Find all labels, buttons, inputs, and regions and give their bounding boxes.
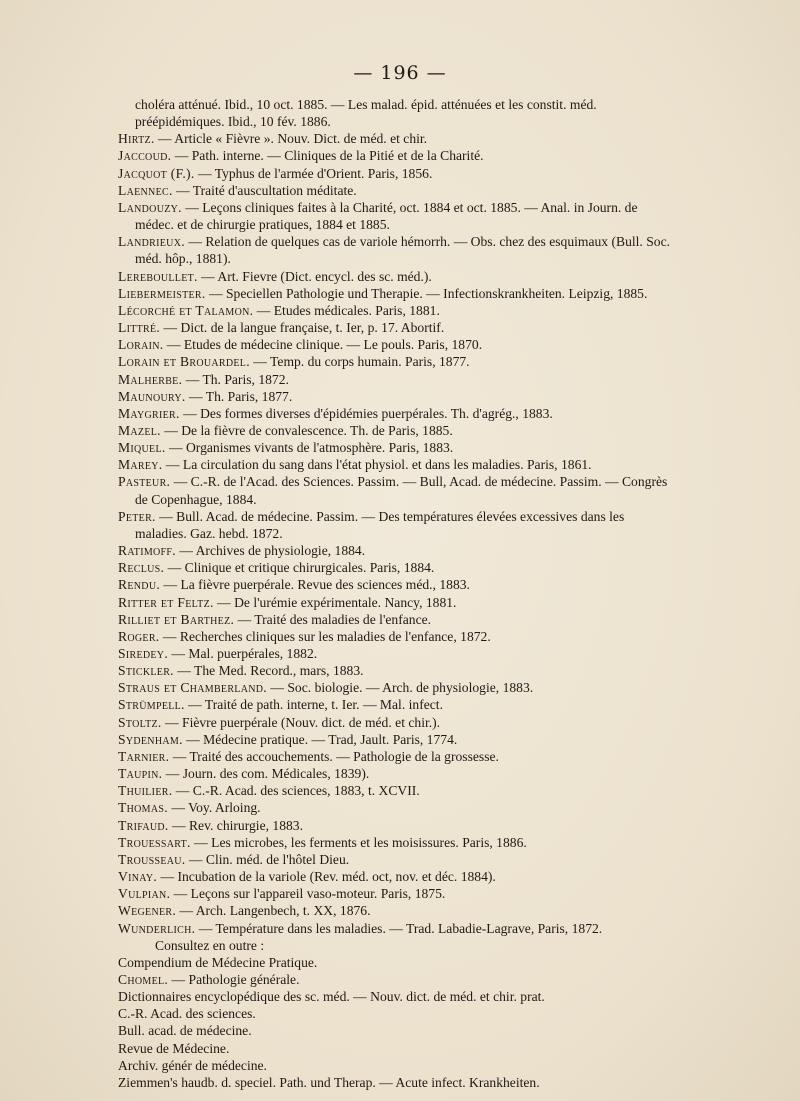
bibliography-entry <box>118 456 678 473</box>
entry-text: — La circulation du sang dans l'état physiol. et dans les maladies. Paris, 1861. <box>162 457 592 473</box>
entry-text: — Th. Paris, 1872. <box>182 371 289 387</box>
entry-text: — Recherches cliniques sur les maladies de l'enfance, 1872. <box>159 628 491 644</box>
bibliography-entry <box>118 765 678 782</box>
bibliography-entry <box>118 371 678 388</box>
entry-text: — Leçons cliniques faites à la Charité, oct. 1884 et oct. 1885. — Anal. in Journ. de médec. et de chirurgie pratiques, 1884 et 1885. <box>135 199 638 233</box>
bibliography-entry <box>118 920 678 937</box>
bibliography-entry <box>118 336 678 353</box>
entry-text: — Des formes diverses d'épidémies puerpérales. Th. d'agrég., 1883. <box>179 405 553 421</box>
entry-author: Rendu. <box>118 577 161 593</box>
entry-text: — De la fièvre de convalescence. Th. de Paris, 1885. <box>160 422 453 438</box>
entry-text: — Température dans les maladies. — Trad. Labadie-Lagrave, Paris, 1872. <box>195 920 603 936</box>
bibliography-entry <box>118 868 678 885</box>
entry-text: — Organismes vivants de l'atmosphère. Paris, 1883. <box>165 440 454 456</box>
bibliography-entries <box>118 96 678 937</box>
bibliography-entry <box>118 130 678 147</box>
entry-text: — Traité d'auscultation méditate. <box>172 182 357 198</box>
entry-author: Stickler. <box>118 663 174 679</box>
entry-author: Sydenham. <box>118 731 183 747</box>
entry-author: Lorain et Brouardel. <box>118 354 250 370</box>
bibliography-entry <box>118 405 678 422</box>
entry-text: — Arch. Langenbech, t. XX, 1876. <box>176 903 371 919</box>
bibliography-entry <box>118 422 678 439</box>
bibliography-entry <box>118 988 678 1005</box>
bibliography-entry <box>118 662 678 679</box>
bibliography-entry <box>118 594 678 611</box>
entry-text: — Traité des maladies de l'enfance. <box>234 611 432 627</box>
entry-text: — Relation de quelques cas de variole hémorrh. — Obs. chez des esquimaux (Bull. Soc. méd. hôp., 1881). <box>135 234 671 267</box>
entry-text: C.-R. Acad. des sciences. <box>118 1006 256 1022</box>
entry-text: choléra atténué. Ibid., 10 oct. 1885. — Les malad. épid. atténuées et les constit. méd. préépidémiques. Ibid., 10 fév. 1886. <box>135 97 597 130</box>
entry-author: Mazel. <box>118 422 161 438</box>
entry-text: — Art. Fievre (Dict. encycl. des sc. méd.). <box>197 268 432 284</box>
bibliography-entry <box>118 302 678 319</box>
entry-author: Vulpian. <box>118 886 171 902</box>
entry-author: Jaccoud. <box>118 148 172 164</box>
entry-author: Siredey. <box>118 646 169 661</box>
entry-text: — The Med. Record., mars, 1883. <box>173 663 364 679</box>
entry-text: — Clin. méd. de l'hôtel Dieu. <box>185 851 350 867</box>
entry-text: — Speciellen Pathologie und Therapie. — Infectionskrankheiten. Leipzig, 1885. <box>205 285 648 301</box>
entry-author: Taupin. <box>118 766 163 782</box>
entry-author: Trouessart. <box>118 834 191 850</box>
entry-author: Rilliet et Barthez. <box>118 611 235 627</box>
bibliography-entry <box>118 1005 678 1022</box>
entry-text: — Pathologie générale. <box>168 971 300 987</box>
bibliography-entry <box>118 679 678 696</box>
entry-author: Malherbe. <box>118 371 183 387</box>
entry-author: Lécorché et Talamon. <box>118 302 254 318</box>
entry-author: Reclus. <box>118 560 165 576</box>
bibliography-entry <box>118 714 678 731</box>
bibliography-entry <box>118 199 678 233</box>
consult-heading: Consultez en outre : <box>155 937 265 953</box>
bibliography-entry <box>118 576 678 593</box>
bibliography-entry <box>118 954 678 971</box>
bibliography-entry <box>118 885 678 902</box>
bibliography-entry <box>118 817 678 834</box>
entry-text: — Temp. du corps humain. Paris, 1877. <box>249 354 470 370</box>
page-number: — 196 — <box>353 62 447 84</box>
entry-text: — Path. interne. — Cliniques de la Pitié et de la Charité. <box>171 148 484 164</box>
bibliography-entry <box>118 353 678 370</box>
entry-text: — Traité des accouchements. — Pathologie de la grossesse. <box>169 748 499 764</box>
entry-author: Liebermeister. <box>118 285 206 301</box>
entry-author: Trifaud. <box>118 817 169 833</box>
bibliography-entry <box>118 1040 678 1057</box>
entry-author: Lereboullet. <box>118 268 198 284</box>
entry-text: — Bull. Acad. de médecine. Passim. — Des températures élevées excessives dans les maladies. Gaz. hebd. 1872. <box>135 508 625 541</box>
entry-text: — Médecine pratique. — Trad, Jault. Paris, 1774. <box>182 731 458 747</box>
entry-text: — Fièvre puerpérale (Nouv. dict. de méd. et chir.). <box>161 714 441 730</box>
bibliography-entry <box>118 902 678 919</box>
entry-author: Ratimoff. <box>118 543 176 559</box>
entry-author: Laennec. <box>118 182 173 198</box>
bibliography-entry <box>118 96 678 130</box>
entry-text: Revue de Médecine. <box>118 1040 230 1056</box>
entry-author: Ritter et Feltz. <box>118 594 214 610</box>
entry-text: Archiv. génér de médecine. <box>118 1057 267 1073</box>
entry-text: Compendium de Médecine Pratique. <box>118 954 318 970</box>
entry-text: — Archives de physiologie, 1884. <box>175 543 366 559</box>
entry-author: Thomas. <box>118 800 168 816</box>
consult-list <box>118 954 678 1091</box>
bibliography-entry <box>118 147 678 164</box>
bibliography-entry <box>118 508 678 542</box>
entry-author: Tarnier. <box>118 748 170 764</box>
entry-author: Strümpell. <box>118 697 185 713</box>
entry-text: — C.-R. Acad. des sciences, 1883, t. XCVII. <box>172 783 420 799</box>
entry-text: — Traité de path. interne, t. Ier. — Mal. infect. <box>184 697 443 713</box>
entry-author: Peter. <box>118 508 156 524</box>
entry-text: — Dict. de la langue française, t. Ier, p. 17. Abortif. <box>160 320 445 336</box>
bibliography-entry <box>118 165 678 182</box>
bibliography-entry <box>118 388 678 405</box>
bibliography-entry <box>118 851 678 868</box>
bibliography-entry <box>118 473 678 507</box>
entry-text: — Incubation de la variole (Rev. méd. oct, nov. et déc. 1884). <box>157 869 496 885</box>
bibliography-entry <box>118 782 678 799</box>
entry-text: — La fièvre puerpérale. Revue des sciences méd., 1883. <box>160 577 470 593</box>
entry-author: Maygrier. <box>118 405 180 421</box>
entry-text: — Rev. chirurgie, 1883. <box>168 817 303 833</box>
entry-author: Pasteur. <box>118 474 171 490</box>
entry-text: — Etudes médicales. Paris, 1881. <box>253 302 440 318</box>
entry-text: — Soc. biologie. — Arch. de physiologie, 1883. <box>266 680 534 696</box>
bibliography-entry <box>118 268 678 285</box>
bibliography-entry <box>118 1057 678 1074</box>
entry-text: — Clinique et critique chirurgicales. Paris, 1884. <box>164 560 435 576</box>
bibliography-entry <box>118 542 678 559</box>
bibliography <box>118 96 678 1091</box>
bibliography-entry <box>118 645 678 662</box>
entry-author: Lorain. <box>118 337 164 353</box>
entry-text: — Voy. Arloing. <box>167 800 261 816</box>
entry-author: Landrieux. <box>118 234 185 250</box>
bibliography-entry <box>118 696 678 713</box>
bibliography-entry <box>118 285 678 302</box>
entry-author: Straus et Chamberland. <box>118 680 267 696</box>
entry-author: Miquel. <box>118 440 166 456</box>
entry-text: — De l'urémie expérimentale. Nancy, 1881. <box>213 594 457 610</box>
entry-text: — Th. Paris, 1877. <box>185 388 293 404</box>
entry-author: Vinay. <box>118 869 158 885</box>
bibliography-entry <box>118 834 678 851</box>
entry-text: — Mal. puerpérales, 1882. <box>168 646 318 661</box>
entry-author: Thuilier. <box>118 783 173 799</box>
entry-author: Chomel. <box>118 971 169 987</box>
bibliography-entry <box>118 731 678 748</box>
entry-text: — C.-R. de l'Acad. des Sciences. Passim. — Bull, Acad. de médecine. Passim. — Congrès de Copenhague, 1884. <box>135 474 668 507</box>
bibliography-entry <box>118 628 678 645</box>
bibliography-entry <box>118 439 678 456</box>
bibliography-entry <box>118 559 678 576</box>
entry-text: — Typhus de l'armée d'Orient. Paris, 1856. <box>194 165 433 181</box>
bibliography-entry <box>118 748 678 765</box>
entry-text: — Leçons sur l'appareil vaso-moteur. Paris, 1875. <box>170 886 446 902</box>
entry-text: — Etudes de médecine clinique. — Le pouls. Paris, 1870. <box>163 337 483 353</box>
entry-author: Maunoury. <box>118 388 186 404</box>
bibliography-entry <box>118 611 678 628</box>
entry-text: Bull. acad. de médecine. <box>118 1023 252 1039</box>
bibliography-entry <box>118 182 678 199</box>
entry-text: — Article « Fièvre ». Nouv. Dict. de méd. et chir. <box>154 131 428 147</box>
entry-author: Hirtz. <box>118 131 155 147</box>
bibliography-entry <box>118 1074 678 1091</box>
entry-text: — Les microbes, les ferments et les moisissures. Paris, 1886. <box>190 834 527 850</box>
entry-author: Trousseau. <box>118 851 186 867</box>
entry-text: Dictionnaires encyclopédique des sc. méd. — Nouv. dict. de méd. et chir. prat. <box>118 989 545 1005</box>
entry-author: Landouzy. <box>118 199 182 215</box>
entry-text: Ziemmen's haudb. d. speciel. Path. und Therap. — Acute infect. Krankheiten. <box>118 1074 540 1090</box>
bibliography-entry <box>118 233 678 267</box>
entry-author: Stoltz. <box>118 714 162 730</box>
bibliography-entry <box>118 1022 678 1039</box>
bibliography-entry <box>118 799 678 816</box>
entry-author: Wegener. <box>118 903 177 919</box>
entry-text: — Journ. des com. Médicales, 1839). <box>162 766 370 782</box>
entry-author: Jacquot (F.). <box>118 165 195 181</box>
bibliography-entry <box>118 319 678 336</box>
entry-author: Roger. <box>118 628 160 644</box>
entry-author: Wunderlich. <box>118 920 196 936</box>
entry-author: Marey. <box>118 457 163 473</box>
bibliography-entry <box>118 971 678 988</box>
entry-author: Littré. <box>118 320 161 336</box>
